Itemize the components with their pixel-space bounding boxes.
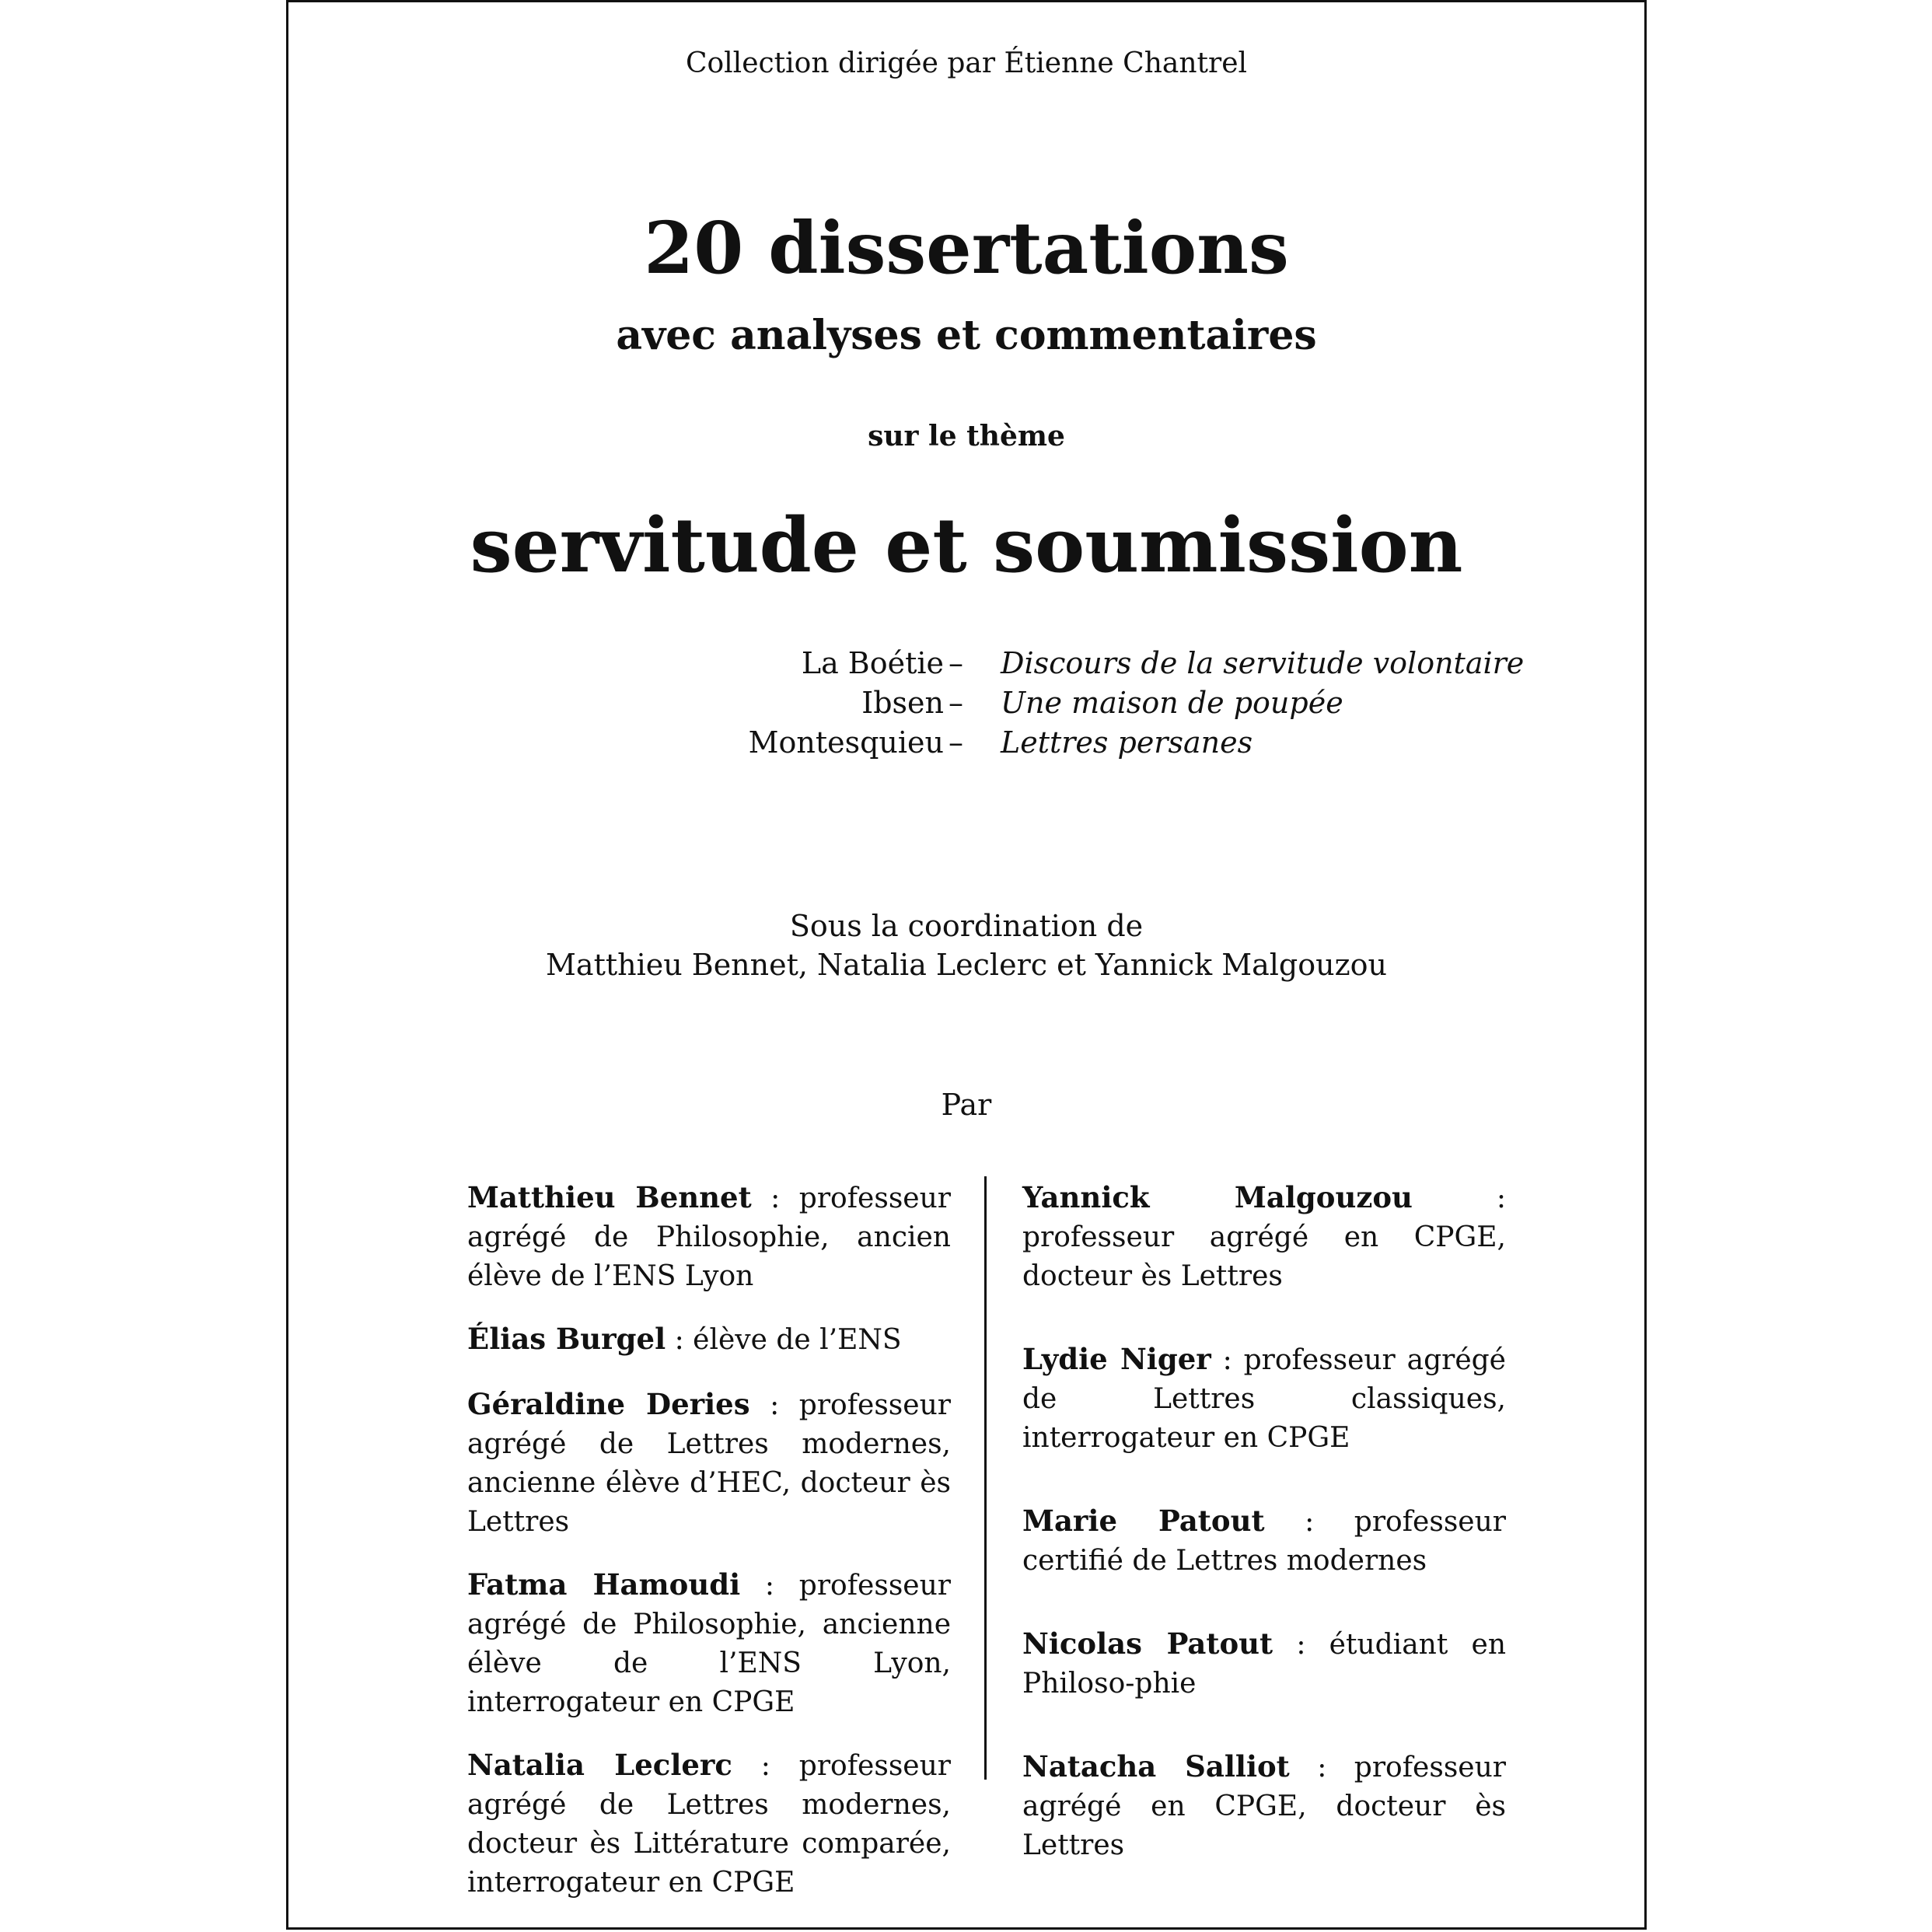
contributor-name: Lydie Niger: [1022, 1342, 1211, 1376]
theme-intro: sur le thème: [868, 420, 1065, 452]
work-item: [288, 686, 1644, 725]
contributor-entry: [1022, 1624, 1506, 1703]
book-title: 20 dissertations: [644, 206, 1289, 290]
work-separator: –: [949, 725, 963, 760]
contributor-entry: [1022, 1501, 1506, 1581]
contributor-description: : professeur certifié de Lettres modernes: [1022, 1506, 1506, 1577]
contributor-description: : professeur agrégé en CPGE, docteur ès Lettres: [1022, 1183, 1506, 1292]
contributors-right-column: [1022, 1178, 1506, 1865]
coordination-intro: Sous la coordination de: [789, 909, 1144, 943]
by-label: Par: [941, 1088, 992, 1122]
book-subtitle: avec analyses et commentaires: [616, 312, 1317, 359]
work-separator: –: [949, 686, 963, 720]
contributor-description: : professeur agrégé de Philosophie, ancien élève de l’ENS Lyon: [467, 1183, 951, 1292]
contributor-name: Yannick Malgouzou: [1022, 1180, 1413, 1214]
work-author: Montesquieu: [748, 725, 944, 760]
contributor-description: : étudiant en Philoso-phie: [1022, 1629, 1506, 1700]
contributor-entry: [1022, 1340, 1506, 1458]
contributor-name: Fatma Hamoudi: [467, 1567, 741, 1602]
contributor-name: Élias Burgel: [467, 1322, 666, 1356]
contributor-description: : professeur agrégé de Philosophie, ancienne élève de l’ENS Lyon, interrogateur en CPGE: [467, 1570, 951, 1718]
work-author: Ibsen: [861, 686, 944, 720]
contributor-name: Natacha Salliot: [1022, 1749, 1290, 1784]
contributor-entry: [467, 1319, 951, 1360]
contributor-entry: [467, 1565, 951, 1722]
work-separator: –: [949, 646, 963, 680]
work-item: [288, 646, 1644, 686]
contributor-entry: [467, 1385, 951, 1542]
collection-line: Collection dirigée par Étienne Chantrel: [685, 47, 1248, 79]
work-author: La Boétie: [801, 646, 944, 680]
contributor-name: Géraldine Deries: [467, 1387, 750, 1421]
work-title: Une maison de poupée: [1001, 686, 1343, 720]
contributor-description: : professeur agrégé en CPGE, docteur ès Lettres: [1022, 1752, 1506, 1861]
work-title: Lettres persanes: [1001, 725, 1253, 760]
coordination-names: Matthieu Bennet, Natalia Leclerc et Yannick Malgouzou: [546, 948, 1387, 982]
contributor-description: : professeur agrégé de Lettres modernes, ancienne élève d’HEC, docteur ès Lettres: [467, 1389, 951, 1538]
contributor-name: Marie Patout: [1022, 1504, 1265, 1538]
contributor-name: Natalia Leclerc: [467, 1748, 732, 1782]
title-page: [286, 0, 1647, 1930]
works-list: [288, 646, 1644, 765]
contributor-description: : professeur agrégé de Lettres classiques, interrogateur en CPGE: [1022, 1344, 1506, 1454]
column-divider: [984, 1176, 987, 1780]
contributor-name: Matthieu Bennet: [467, 1180, 752, 1214]
contributor-name: Nicolas Patout: [1022, 1626, 1273, 1661]
contributor-description: : élève de l’ENS: [666, 1324, 902, 1356]
contributor-entry: [467, 1745, 951, 1902]
contributor-entry: [467, 1178, 951, 1296]
contributor-description: : professeur agrégé de Lettres modernes, docteur ès Littérature comparée, interrogateur en CPGE: [467, 1750, 951, 1899]
contributor-entry: [1022, 1747, 1506, 1865]
work-title: Discours de la servitude volontaire: [1001, 646, 1525, 680]
contributors-left-column: [467, 1178, 951, 1902]
theme-title: servitude et soumission: [470, 501, 1463, 589]
contributor-entry: [1022, 1178, 1506, 1296]
work-item: [288, 725, 1644, 765]
